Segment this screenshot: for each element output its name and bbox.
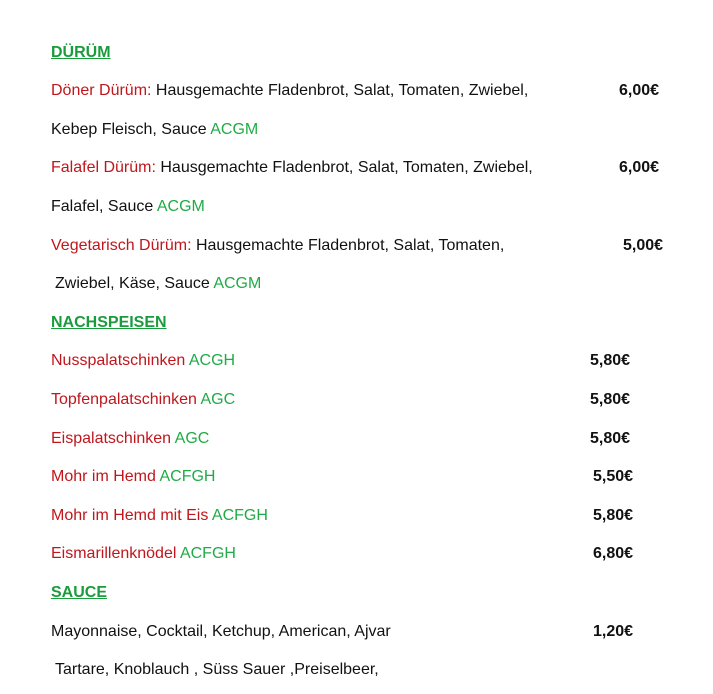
item-price: 6,00€: [619, 159, 660, 176]
section-heading-sauce: SAUCE: [51, 584, 108, 601]
item-name: Falafel Dürüm:: [51, 159, 156, 176]
item-price: 6,80€: [593, 545, 634, 562]
allergen-codes: ACFGH: [159, 468, 216, 485]
allergen-codes: AGC: [200, 391, 236, 408]
item-price: 5,80€: [593, 507, 634, 524]
allergen-codes: ACGM: [156, 198, 205, 215]
sauce-list-line2: Tartare, Knoblauch , Süss Sauer ,Preiselbeer,: [55, 661, 379, 678]
sauce-list-line1: Mayonnaise, Cocktail, Ketchup, American, Ajvar: [51, 623, 391, 640]
item-price: 5,50€: [593, 468, 634, 485]
menu-item-nusspalatschinken: [51, 351, 235, 371]
menu-item-doener-duerum: [51, 81, 528, 101]
item-price: 5,00€: [623, 237, 664, 254]
section-heading-nachspeisen: NACHSPEISEN: [51, 314, 167, 331]
item-name: Mohr im Hemd: [51, 468, 160, 485]
allergen-codes: ACGM: [213, 275, 262, 292]
item-name: Mohr im Hemd mit Eis: [51, 507, 212, 524]
item-price: 1,20€: [593, 623, 634, 640]
item-name: Topfenpalatschinken: [51, 391, 201, 408]
item-price: 5,80€: [590, 430, 631, 447]
menu-item-eismarillenknoedel: [51, 544, 236, 564]
item-price: 6,00€: [619, 82, 660, 99]
item-price: 5,80€: [590, 352, 631, 369]
menu-item-vegetarisch-duerum-line2: [55, 274, 261, 294]
item-name: Eismarillenknödel: [51, 545, 180, 562]
menu-item-topfenpalatschinken: [51, 390, 235, 410]
item-description: Hausgemachte Fladenbrot, Salat, Tomaten,: [191, 237, 505, 254]
menu-item-doener-duerum-line2: [51, 120, 258, 140]
allergen-codes: ACFGH: [179, 545, 236, 562]
item-description: Hausgemachte Fladenbrot, Salat, Tomaten, Zwiebel,: [151, 82, 529, 99]
menu-item-vegetarisch-duerum: [51, 236, 504, 256]
menu-item-falafel-duerum: [51, 158, 533, 178]
item-name: Döner Dürüm:: [51, 82, 152, 99]
item-description: Zwiebel, Käse, Sauce: [55, 275, 214, 292]
item-description: Falafel, Sauce: [51, 198, 157, 215]
menu-item-eispalatschinken: [51, 429, 209, 449]
item-description: Hausgemachte Fladenbrot, Salat, Tomaten, Zwiebel,: [155, 159, 533, 176]
allergen-codes: ACFGH: [211, 507, 268, 524]
menu-item-mohr-im-hemd: [51, 467, 215, 487]
allergen-codes: AGC: [174, 430, 210, 447]
item-name: Eispalatschinken: [51, 430, 175, 447]
item-price: 5,80€: [590, 391, 631, 408]
item-name: Nusspalatschinken: [51, 352, 189, 369]
item-description: Kebep Fleisch, Sauce: [51, 121, 211, 138]
menu-item-falafel-duerum-line2: [51, 197, 205, 217]
allergen-codes: ACGH: [188, 352, 236, 369]
menu-item-mohr-im-hemd-mit-eis: [51, 506, 268, 526]
allergen-codes: ACGM: [210, 121, 259, 138]
section-heading-durum: DÜRÜM: [51, 44, 111, 61]
item-name: Vegetarisch Dürüm:: [51, 237, 192, 254]
